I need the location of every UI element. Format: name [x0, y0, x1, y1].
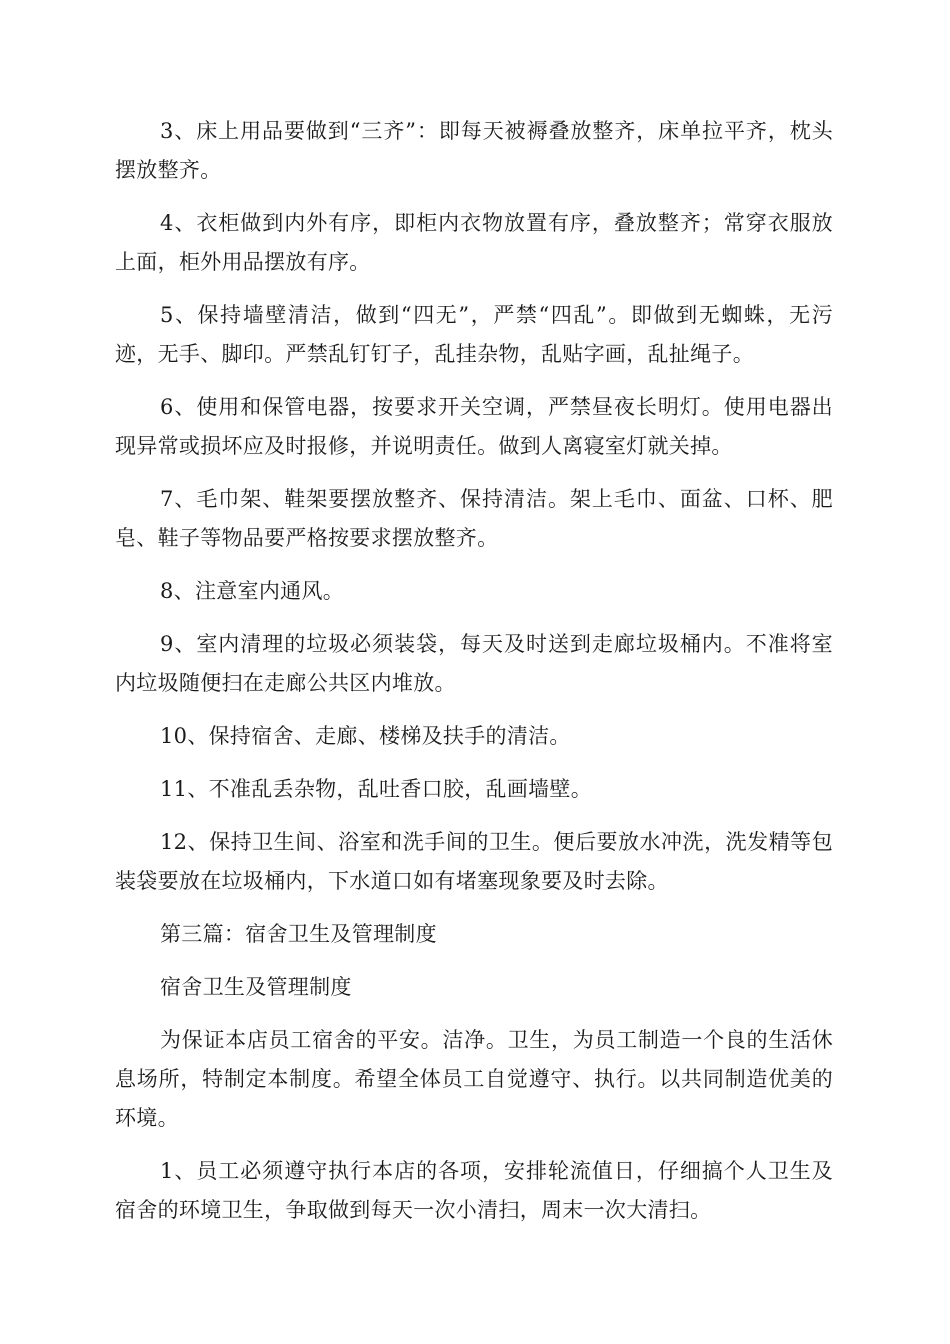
paragraph-item-9: 9、室内清理的垃圾必须装袋，每天及时送到走廊垃圾桶内。不准将室内垃圾随便扫在走廊公共区内堆放。	[115, 632, 833, 695]
paragraph-item-7: 7、毛巾架、鞋架要摆放整齐、保持清洁。架上毛巾、面盆、口杯、肥皂、鞋子等物品要严格按要求摆放整齐。	[115, 487, 833, 550]
section-heading: 第三篇：宿舍卫生及管理制度	[160, 922, 437, 946]
paragraph-item-8: 8、注意室内通风。	[160, 579, 345, 603]
paragraph-item-11: 11、不准乱丢杂物，乱吐香口胶，乱画墙壁。	[160, 777, 593, 801]
paragraph-item-3: 3、床上用品要做到“三齐”：即每天被褥叠放整齐，床单拉平齐，枕头摆放整齐。	[115, 119, 833, 182]
paragraph-item-5: 5、保持墙壁清洁，做到“四无”，严禁“四乱”。即做到无蜘蛛，无污迹，无手、脚印。严禁乱钉钉子，乱挂杂物，乱贴字画，乱扯绳子。	[115, 303, 833, 366]
paragraph-item-1: 1、员工必须遵守执行本店的各项，安排轮流值日，仔细搞个人卫生及宿舍的环境卫生，争取做到每天一次小清扫，周末一次大清扫。	[115, 1159, 833, 1222]
intro-paragraph: 为保证本店员工宿舍的平安。洁净。卫生，为员工制造一个良的生活休息场所，特制定本制度。希望全体员工自觉遵守、执行。以共同制造优美的环境。	[115, 1028, 833, 1130]
paragraph-item-6: 6、使用和保管电器，按要求开关空调，严禁昼夜长明灯。使用电器出现异常或损坏应及时报修，并说明责任。做到人离寝室灯就关掉。	[115, 395, 833, 458]
paragraph-item-10: 10、保持宿舍、走廊、楼梯及扶手的清洁。	[160, 724, 571, 748]
section-title: 宿舍卫生及管理制度	[160, 975, 352, 999]
document-body	[115, 112, 833, 1244]
paragraph-item-12: 12、保持卫生间、浴室和洗手间的卫生。便后要放水冲洗，洗发精等包装袋要放在垃圾桶内，下水道口如有堵塞现象要及时去除。	[115, 830, 833, 893]
paragraph-item-4: 4、衣柜做到内外有序，即柜内衣物放置有序，叠放整齐；常穿衣服放上面，柜外用品摆放有序。	[115, 211, 833, 274]
